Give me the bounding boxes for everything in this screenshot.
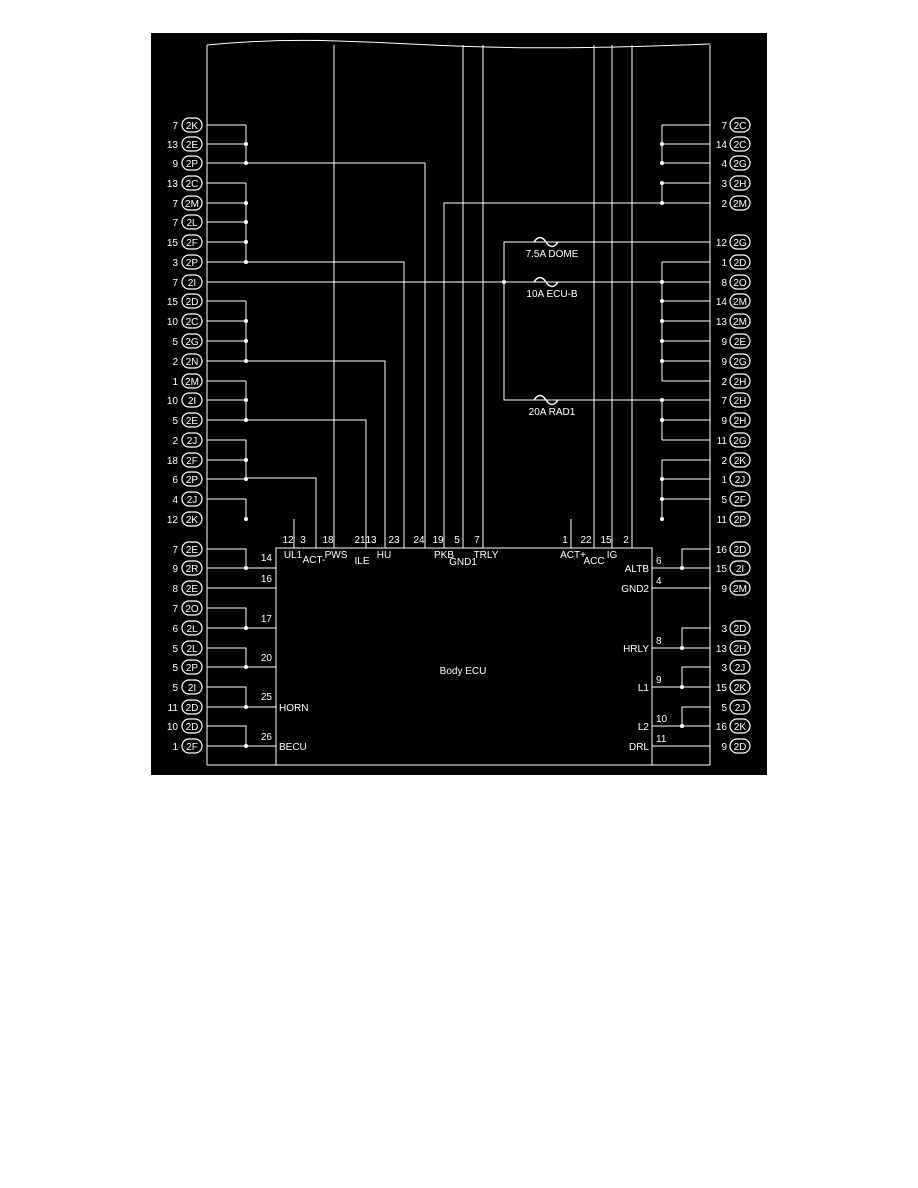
connector-pin: 1 (172, 377, 178, 388)
left-connector-14 (167, 393, 202, 407)
connector-id: 2H (733, 396, 747, 407)
connector-id: 2D (733, 742, 747, 753)
right-connector-3 (721, 176, 750, 190)
left-connector-17 (167, 453, 202, 467)
junction-dot (660, 299, 664, 303)
connector-id: 2K (733, 683, 747, 694)
connector-id: 2D (185, 703, 199, 714)
connector-id: 2P (733, 515, 747, 526)
junction-dot (244, 626, 248, 630)
ecu-left-pin-2: 17 (260, 614, 272, 625)
connector-pin: 4 (172, 495, 178, 506)
connector-pin: 9 (721, 337, 727, 348)
right-connector-9 (716, 314, 750, 328)
connector-id: 2I (735, 564, 745, 575)
connector-id: 2H (733, 644, 747, 655)
ecu-top-label-2: PWS (324, 550, 348, 561)
left-connector-7 (172, 255, 202, 269)
connector-pin: 14 (715, 140, 727, 151)
junction-dot (680, 566, 684, 570)
connector-id: 2J (734, 663, 746, 674)
junction-dot (660, 517, 664, 521)
connector-pin: 9 (172, 159, 178, 170)
right-connector-6 (721, 255, 750, 269)
ecu-left-pin-3: 20 (260, 653, 272, 664)
wire (682, 549, 710, 568)
junction-dot (244, 665, 248, 669)
left-connector-26 (172, 641, 202, 655)
connector-id: 2F (186, 456, 198, 467)
junction-dot (660, 359, 664, 363)
connector-id: 2G (733, 159, 747, 170)
connector-id: 2D (733, 258, 747, 269)
connector-pin: 7 (172, 218, 178, 229)
left-connector-25 (172, 621, 202, 635)
connector-pin: 6 (172, 624, 178, 635)
connector-pin: 10 (166, 722, 178, 733)
junction-dot (660, 497, 664, 501)
body-ecu-box (276, 548, 652, 765)
connector-id: 2K (185, 515, 199, 526)
ecu-right-label-4: L2 (637, 722, 649, 733)
ecu-top-label-9: TRLY (473, 550, 499, 561)
connector-pin: 2 (721, 199, 727, 210)
ecu-top-label-7: PKB (433, 550, 455, 561)
left-connector-27 (172, 660, 202, 674)
ecu-right-label-2: HRLY (623, 644, 649, 655)
connector-id: 2J (734, 475, 746, 486)
connector-pin: 5 (172, 644, 178, 655)
left-connector-29 (168, 700, 202, 714)
connector-pin: 18 (166, 456, 178, 467)
connector-id: 2K (733, 456, 747, 467)
connector-pin: 8 (172, 584, 178, 595)
connector-id: 2F (186, 238, 198, 249)
left-connector-13 (172, 374, 202, 388)
connector-pin: 5 (721, 703, 727, 714)
connector-id: 2G (733, 357, 747, 368)
left-connector-19 (172, 492, 202, 506)
right-connector-7 (721, 275, 750, 289)
right-connector-28 (716, 719, 750, 733)
right-connector-0 (721, 118, 750, 132)
left-connector-4 (172, 196, 202, 210)
ecu-top-pin-11: 22 (580, 535, 592, 546)
junction-dot (244, 339, 248, 343)
left-connector-0 (172, 118, 202, 132)
connector-pin: 13 (166, 140, 178, 151)
wire (207, 648, 246, 667)
connector-pin: 12 (166, 515, 178, 526)
connector-id: 2E (185, 545, 199, 556)
connector-pin: 11 (716, 515, 727, 526)
connector-id: 2P (185, 663, 199, 674)
right-connector-12 (721, 374, 750, 388)
connector-pin: 3 (172, 258, 178, 269)
connector-id: 2N (185, 357, 199, 368)
connector-pin: 7 (172, 604, 178, 615)
junction-dot (244, 744, 248, 748)
connector-pin: 13 (715, 317, 727, 328)
ecu-left-label-4: HORN (279, 703, 309, 714)
ecu-top-label-11: ACC (583, 556, 605, 567)
connector-pin: 7 (172, 121, 178, 132)
connector-pin: 11 (716, 436, 727, 447)
connector-id: 2P (185, 258, 199, 269)
left-connector-23 (172, 581, 202, 595)
wire (207, 726, 246, 746)
connector-id: 2I (187, 278, 197, 289)
ecu-top-pin-4: 13 (365, 535, 377, 546)
left-connector-10 (167, 314, 202, 328)
fuse-label-1: 10A ECU-B (526, 289, 578, 300)
ecu-top-pin-8: 5 (454, 535, 460, 546)
junction-dot (660, 280, 664, 284)
junction-dot (244, 566, 248, 570)
connector-id: 2P (185, 159, 199, 170)
connector-pin: 13 (715, 644, 727, 655)
connector-pin: 5 (172, 663, 178, 674)
left-connector-6 (167, 235, 202, 249)
junction-dot (244, 142, 248, 146)
right-connector-1 (716, 137, 750, 151)
connector-pin: 15 (166, 297, 178, 308)
right-connector-15 (717, 433, 750, 447)
wire (207, 608, 246, 628)
right-connector-20 (716, 542, 750, 556)
junction-dot (660, 181, 664, 185)
left-connector-20 (167, 512, 202, 526)
junction-dot (660, 339, 664, 343)
connector-pin: 7 (172, 545, 178, 556)
left-connector-8 (172, 275, 202, 289)
connector-pin: 1 (172, 742, 178, 753)
connector-pin: 2 (721, 377, 727, 388)
ecu-top-label-10: ACT+ (560, 550, 586, 561)
left-connector-22 (172, 561, 202, 575)
left-connector-28 (172, 680, 202, 694)
wire (682, 628, 710, 648)
connector-id: 2D (733, 624, 747, 635)
right-connector-22 (721, 581, 750, 595)
connector-id: 2L (186, 218, 198, 229)
junction-dot (244, 201, 248, 205)
ecu-right-label-1: GND2 (621, 584, 649, 595)
connector-id: 2J (186, 436, 198, 447)
connector-pin: 5 (172, 337, 178, 348)
right-connector-2 (721, 156, 750, 170)
ecu-left-pin-1: 16 (260, 574, 272, 585)
right-connector-27 (721, 700, 750, 714)
fuse-label-2: 20A RAD1 (528, 407, 576, 418)
connector-id: 2F (734, 495, 746, 506)
left-connector-16 (172, 433, 202, 447)
ecu-top-label-1: ACT- (302, 555, 326, 566)
wire (682, 667, 710, 687)
right-connector-8 (716, 294, 750, 308)
connector-id: 2E (185, 416, 199, 427)
connector-id: 2M (185, 199, 199, 210)
connector-id: 2P (185, 475, 199, 486)
connector-pin: 13 (166, 179, 178, 190)
ecu-right-label-0: ALTB (624, 564, 649, 575)
connector-id: 2J (186, 495, 198, 506)
connector-pin: 5 (172, 416, 178, 427)
connector-pin: 9 (721, 584, 727, 595)
connector-pin: 1 (721, 258, 727, 269)
connector-id: 2C (185, 317, 199, 328)
body-ecu-label: Body ECU (439, 666, 487, 677)
ecu-right-pin-2: 8 (656, 636, 662, 647)
connector-id: 2H (733, 377, 747, 388)
connector-id: 2M (733, 584, 747, 595)
junction-dot (660, 319, 664, 323)
connector-id: 2C (733, 140, 747, 151)
right-connector-24 (716, 641, 750, 655)
ecu-top-pin-5: 23 (388, 535, 400, 546)
right-connector-25 (721, 660, 750, 674)
right-connector-10 (721, 334, 750, 348)
ecu-top-label-4: HU (376, 550, 392, 561)
connector-id: 2M (733, 317, 747, 328)
ecu-left-pin-0: 14 (260, 553, 272, 564)
connector-pin: 2 (721, 456, 727, 467)
right-connector-5 (716, 235, 750, 249)
right-connector-17 (721, 472, 750, 486)
left-connector-18 (172, 472, 202, 486)
right-connector-18 (721, 492, 750, 506)
ecu-right-label-5: DRL (628, 742, 649, 753)
junction-dot (680, 724, 684, 728)
connector-pin: 15 (166, 238, 178, 249)
connector-pin: 7 (721, 396, 727, 407)
connector-id: 2M (733, 297, 747, 308)
connector-pin: 2 (172, 357, 178, 368)
connector-pin: 5 (721, 495, 727, 506)
fuse-label-0: 7.5A DOME (525, 249, 579, 260)
connector-id: 2L (186, 644, 198, 655)
connector-id: 2L (186, 624, 198, 635)
junction-dot (244, 705, 248, 709)
connector-pin: 10 (166, 317, 178, 328)
connector-pin: 15 (715, 683, 727, 694)
connector-id: 2J (734, 703, 746, 714)
connector-pin: 16 (715, 722, 727, 733)
connector-id: 2R (185, 564, 199, 575)
connector-pin: 10 (166, 396, 178, 407)
wire-23 (246, 262, 404, 548)
ecu-right-pin-1: 4 (656, 576, 662, 587)
junction-dot (680, 685, 684, 689)
ecu-top-label-8: GND1 (449, 557, 477, 568)
left-connector-9 (167, 294, 202, 308)
ecu-top-label-0: UL1 (283, 550, 303, 561)
right-connector-26 (716, 680, 750, 694)
junction-dot (660, 142, 664, 146)
left-connector-11 (172, 334, 202, 348)
wiring-diagram (151, 33, 767, 775)
ecu-right-pin-0: 6 (656, 556, 662, 567)
ecu-top-pin-0: 12 (282, 535, 294, 546)
connector-pin: 9 (172, 564, 178, 575)
connector-pin: 3 (721, 624, 727, 635)
connector-pin: 16 (715, 545, 727, 556)
ecu-right-pin-5: 11 (656, 734, 667, 745)
right-connector-21 (716, 561, 750, 575)
right-connector-14 (721, 413, 750, 427)
connector-pin: 9 (721, 742, 727, 753)
wire (682, 707, 710, 726)
left-connector-31 (172, 739, 202, 753)
connector-id: 2M (185, 377, 199, 388)
ecu-top-pin-10: 1 (562, 535, 568, 546)
connector-pin: 14 (715, 297, 727, 308)
right-connector-4 (721, 196, 750, 210)
connector-pin: 12 (715, 238, 727, 249)
right-connector-16 (721, 453, 750, 467)
right-connector-19 (717, 512, 750, 526)
wire (207, 687, 246, 707)
junction-dot (244, 319, 248, 323)
left-connector-21 (172, 542, 202, 556)
ecu-top-pin-2: 18 (322, 535, 334, 546)
ecu-right-pin-3: 9 (656, 675, 662, 686)
right-connector-11 (721, 354, 750, 368)
left-connector-24 (172, 601, 202, 615)
ecu-top-pin-1: 3 (300, 535, 306, 546)
connector-id: 2I (187, 683, 197, 694)
wire-24 (246, 163, 425, 548)
left-connector-15 (172, 413, 202, 427)
ecu-top-label-12: IG (606, 550, 618, 561)
left-connector-3 (167, 176, 202, 190)
loom-top-break (207, 40, 710, 47)
right-connector-23 (721, 621, 750, 635)
wire-ILE (246, 420, 366, 548)
ecu-left-label-5: BECU (279, 742, 307, 753)
connector-pin: 6 (172, 475, 178, 486)
connector-pin: 11 (167, 703, 178, 714)
wire (207, 549, 246, 568)
connector-id: 2D (733, 545, 747, 556)
connector-id: 2H (733, 416, 747, 427)
ecu-top-pin-6: 24 (413, 535, 425, 546)
left-connector-30 (167, 719, 202, 733)
junction-dot (660, 398, 664, 402)
left-connector-12 (172, 354, 202, 368)
connector-id: 2G (733, 436, 747, 447)
connector-id: 2E (185, 140, 199, 151)
junction-dot (244, 240, 248, 244)
connector-pin: 2 (172, 436, 178, 447)
connector-pin: 7 (721, 121, 727, 132)
connector-pin: 4 (721, 159, 727, 170)
connector-id: 2I (187, 396, 197, 407)
ecu-left-pin-4: 25 (260, 692, 272, 703)
ecu-right-pin-4: 10 (656, 714, 668, 725)
ecu-top-label-3: ILE (354, 556, 370, 567)
connector-id: 2C (733, 121, 747, 132)
connector-id: 2O (185, 604, 199, 615)
connector-pin: 9 (721, 416, 727, 427)
junction-dot (244, 517, 248, 521)
left-connector-5 (172, 215, 202, 229)
connector-pin: 15 (715, 564, 727, 575)
wiring-diagram-canvas (151, 33, 767, 775)
right-connector-29 (721, 739, 750, 753)
connector-pin: 7 (172, 278, 178, 289)
connector-id: 2H (733, 179, 747, 190)
connector-id: 2G (733, 238, 747, 249)
connector-id: 2M (733, 199, 747, 210)
ecu-top-pin-13: 2 (623, 535, 629, 546)
connector-id: 2K (733, 722, 747, 733)
junction-dot (680, 646, 684, 650)
left-connector-1 (167, 137, 202, 151)
ecu-top-pin-3: 21 (354, 535, 366, 546)
connector-pin: 3 (721, 663, 727, 674)
connector-id: 2E (185, 584, 199, 595)
ecu-right-label-3: L1 (637, 683, 649, 694)
junction-dot (660, 161, 664, 165)
junction-dot (244, 458, 248, 462)
ecu-left-pin-5: 26 (260, 732, 272, 743)
connector-pin: 7 (172, 199, 178, 210)
connector-pin: 3 (721, 179, 727, 190)
ecu-top-pin-12: 15 (600, 535, 612, 546)
connector-id: 2O (733, 278, 747, 289)
connector-id: 2G (185, 337, 199, 348)
ecu-top-pin-7: 19 (432, 535, 444, 546)
junction-dot (660, 418, 664, 422)
connector-id: 2D (185, 722, 199, 733)
right-connector-13 (721, 393, 750, 407)
junction-dot (660, 477, 664, 481)
left-connector-2 (172, 156, 202, 170)
connector-pin: 5 (172, 683, 178, 694)
ecu-top-pin-9: 7 (474, 535, 480, 546)
connector-id: 2D (185, 297, 199, 308)
connector-id: 2C (185, 179, 199, 190)
junction-dot (244, 220, 248, 224)
connector-pin: 9 (721, 357, 727, 368)
connector-pin: 1 (721, 475, 727, 486)
junction-dot (244, 398, 248, 402)
connector-id: 2K (185, 121, 199, 132)
connector-pin: 8 (721, 278, 727, 289)
connector-id: 2F (186, 742, 198, 753)
connector-id: 2E (733, 337, 747, 348)
